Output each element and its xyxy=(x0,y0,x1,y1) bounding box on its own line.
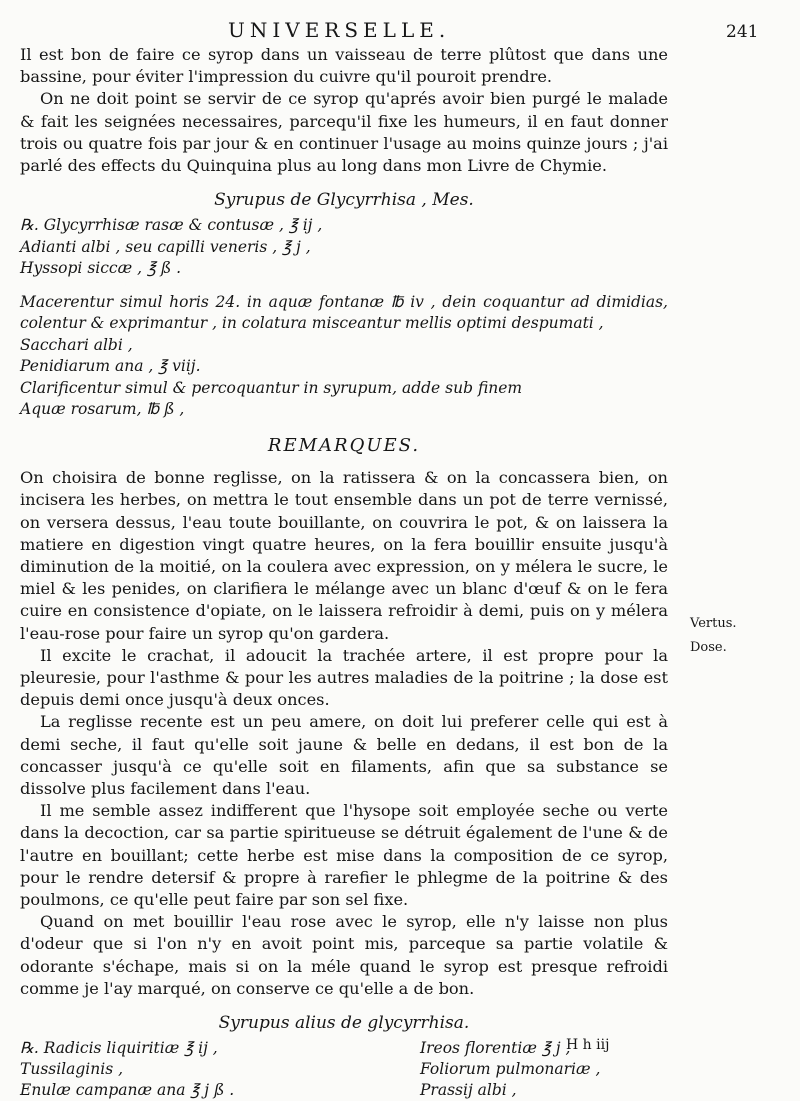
remark-paragraph: Il excite le crachat, il adoucit la trachée artere, il est propre pour la pleuresie, pour l'asthme & pour les autres maladies de la poitrine ; la dose est depuis demi once jusqu'à deux onces. xyxy=(20,645,668,710)
margin-note-dose: Dose. xyxy=(690,640,727,655)
recipe-line: Enulæ campanæ ana ℥ j ß . xyxy=(20,1081,235,1100)
paragraph-1: Il est bon de faire ce syrop dans un vaisseau de terre plûtost que dans une bassine, pour éviter l'impression du cuivre qu'il pouroit prendre. xyxy=(20,45,668,87)
paragraph-2: On ne doit point se servir de ce syrop qu'aprés avoir bien purgé le malade & fait les seignées necessaires, parcequ'il fixe les humeurs, il en faut donner trois ou quatre fois par jour & en continuer l'usage au moins quinze jours ; j'ai parlé des effects du Quinquina plus au long dans mon Livre de Chymie. xyxy=(20,89,668,176)
margin-note-vertus: Vertus. xyxy=(690,616,737,631)
main-text xyxy=(20,44,668,1101)
remark-paragraph: Il me semble assez indifferent que l'hysope soit employée seche ou verte dans la decoction, car sa partie spiritueuse se détruit également de l'une & de l'autre en bouillant; cette herbe est mise dans la composition de ce syrop, pour le rendre detersif & propre à rarefier le phlegme de la poitrine & des poulmons, ce qu'elle peut faire par son sel fixe. xyxy=(20,801,668,909)
recipe-line: Ireos florentiæ ℥ j , xyxy=(420,1039,571,1058)
recipe-line: ℞. Radicis liquiritiæ ℥ ij , xyxy=(20,1039,218,1058)
recipe-line: Macerentur simul horis 24. in aquæ fontanæ ℔ iv , dein coquantur ad dimidias, colentur & exprimantur , in colatura misceantur mellis optimi despumati , xyxy=(20,292,668,333)
signature-mark: H h iij xyxy=(566,1037,610,1053)
remark-paragraph: On choisira de bonne reglisse, on la ratissera & on la concassera bien, on incisera les herbes, on mettra le tout ensemble dans un pot de terre vernissé, on versera dessus, l'eau toute bouillante, on couvrira le pot, & on laissera la matiere en digestion vingt quatre heures, on la fera bouillir ensuite jusqu'à diminution de la moitié, on la coulera avec expression, on y mélera le sucre, le miel & les penides, on clarifiera le mélange avec un blanc d'œuf & on le fera cuire en consistence d'opiate, on le laissera refroidir à demi, puis on y mélera l'eau-rose pour faire un syrop qu'on gardera. xyxy=(20,468,668,643)
recipe-1-title: Syrupus de Glycyrrhisa , Mes. xyxy=(214,190,474,211)
recipe-line: Penidiarum ana , ℥ viij. xyxy=(20,357,201,376)
recipe-line: Clarificentur simul & percoquantur in syrupum, adde sub finem xyxy=(20,378,523,397)
remark-paragraph: Quand on met bouillir l'eau rose avec le syrop, elle n'y laisse non plus d'odeur que si l'on n'y en avoit point mis, parceque sa partie volatile & odorante s'échape, mais si on la méle quand le syrop est presque refroidi comme je l'ay marqué, on conserve ce qu'elle a de bon. xyxy=(20,912,668,998)
recipe-line: Hyssopi siccæ , ℥ ß . xyxy=(20,259,182,278)
recipe-line: Adianti albi , seu capilli veneris , ℥ j , xyxy=(20,237,311,256)
recipe-line: ℞. Glycyrrhisæ rasæ & contusæ , ℥ ij , xyxy=(20,216,323,235)
recipe-1 xyxy=(20,215,668,421)
recipe-line: Tussilaginis , xyxy=(20,1060,124,1079)
running-title: UNIVERSELLE. xyxy=(228,18,451,42)
remark-paragraph: La reglisse recente est un peu amere, on doit lui preferer celle qui est à demi seche, il faut qu'elle soit jaune & belle en dedans, il est bon de la concasser jusqu'à ce qu'elle soit en filaments, afin que sa substance se dissolve plus facilement dans l'eau. xyxy=(20,712,668,798)
recipe-2-title: Syrupus alius de glycyrrhisa. xyxy=(218,1013,470,1033)
recipe-line: Foliorum pulmonariæ , xyxy=(420,1060,601,1079)
page-number: 241 xyxy=(726,22,759,42)
recipe-line: Aquæ rosarum, ℔ ß , xyxy=(20,400,185,419)
recipe-line: Prassij albi , xyxy=(420,1081,517,1100)
remarques-heading: REMARQUES. xyxy=(267,434,421,456)
recipe-line: Sacchari albi , xyxy=(20,335,133,354)
